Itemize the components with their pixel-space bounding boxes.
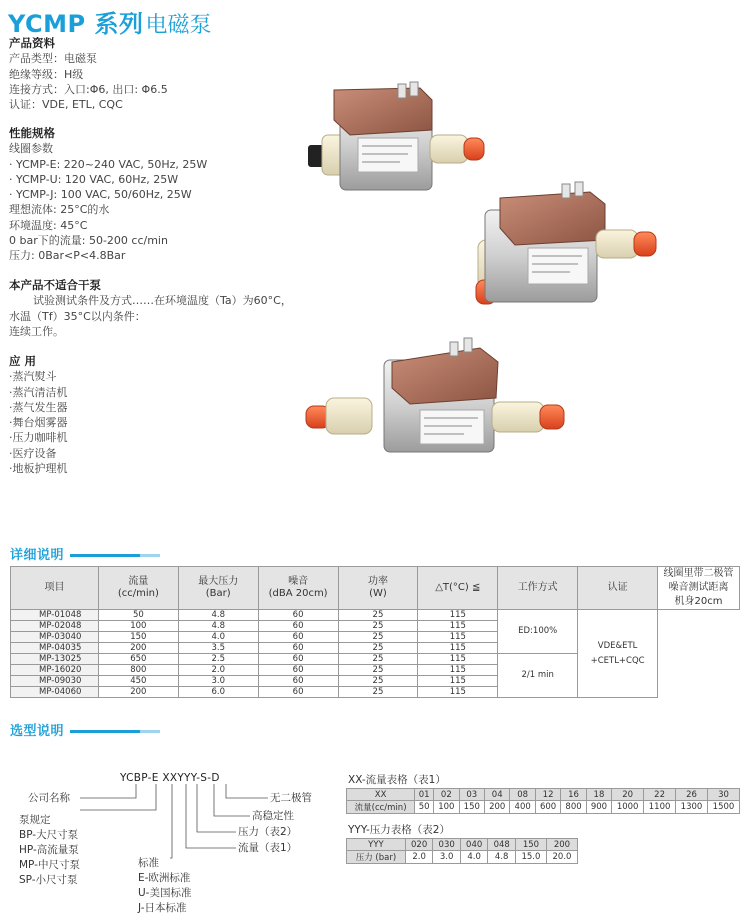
heading-divider bbox=[70, 554, 140, 557]
value-cell: 25 bbox=[338, 687, 418, 698]
value-cell: 200 bbox=[98, 687, 178, 698]
pump-photo-2 bbox=[476, 182, 656, 304]
flow-table bbox=[346, 788, 740, 814]
product-category: 电磁泵 bbox=[145, 13, 212, 38]
value-cell: 030 bbox=[433, 839, 461, 851]
product-info-line: 连接方式：入口:Φ6, 出口: Φ6.5 bbox=[9, 82, 168, 96]
application-list bbox=[9, 354, 68, 476]
value-cell: 115 bbox=[418, 665, 498, 676]
product-info-heading: 产品资料 bbox=[9, 36, 55, 50]
value-cell: 25 bbox=[338, 643, 418, 654]
value-cell: 1300 bbox=[676, 801, 708, 814]
value-cell: 60 bbox=[258, 665, 338, 676]
value-cell: 60 bbox=[258, 687, 338, 698]
col-header-work-mode: 工作方式 bbox=[498, 567, 578, 610]
pressure-table bbox=[346, 838, 578, 864]
cert-cell: VDE&ETL +CETL+CQC bbox=[578, 610, 658, 698]
row-label-cell: YYY bbox=[347, 839, 406, 851]
value-cell: 2.0 bbox=[178, 665, 258, 676]
value-cell: 60 bbox=[258, 621, 338, 632]
application-item: ·舞台烟雾器 bbox=[9, 416, 68, 430]
value-cell: 200 bbox=[546, 839, 577, 851]
flow-table-title: XX-流量表格（表1） bbox=[348, 774, 446, 786]
work-mode-cell: 2/1 min bbox=[498, 654, 578, 698]
selection-heading-text: 选型说明 bbox=[10, 724, 65, 739]
standard-item: E-欧洲标准 bbox=[138, 872, 191, 884]
value-cell: 08 bbox=[510, 789, 535, 801]
standard-label: 标准 bbox=[138, 857, 159, 869]
value-cell: 25 bbox=[338, 610, 418, 621]
value-cell: 4.8 bbox=[488, 851, 516, 864]
type-item: SP-小尺寸泵 bbox=[19, 874, 78, 886]
value-cell: 115 bbox=[418, 610, 498, 621]
value-cell: 16 bbox=[561, 789, 586, 801]
value-cell: 150 bbox=[98, 632, 178, 643]
col-header-cert: 认证 bbox=[578, 567, 658, 610]
application-item: ·地板护理机 bbox=[9, 462, 68, 476]
value-cell: 100 bbox=[434, 801, 459, 814]
model-cell: MP-03040 bbox=[11, 632, 99, 643]
performance-line: 0 bar下的流量: 50-200 cc/min bbox=[9, 234, 168, 248]
type-item: MP-中尺寸泵 bbox=[19, 859, 80, 871]
value-cell: 450 bbox=[98, 676, 178, 687]
value-cell: 20 bbox=[612, 789, 644, 801]
value-cell: 15.0 bbox=[515, 851, 546, 864]
table-row bbox=[347, 851, 578, 864]
pump-photos bbox=[300, 80, 720, 480]
page-title bbox=[8, 4, 212, 38]
performance-specs bbox=[9, 126, 207, 264]
value-cell: 900 bbox=[586, 801, 611, 814]
model-cell: MP-13025 bbox=[11, 654, 99, 665]
value-cell: 650 bbox=[98, 654, 178, 665]
pressure-label: 压力（表2） bbox=[238, 826, 298, 838]
series-name: YCMP 系列 bbox=[8, 10, 144, 38]
value-cell: 1000 bbox=[612, 801, 644, 814]
row-label-cell: 流量(cc/min) bbox=[347, 801, 415, 814]
value-cell: 20.0 bbox=[546, 851, 577, 864]
application-item: ·蒸汽熨斗 bbox=[9, 370, 57, 384]
value-cell: 100 bbox=[98, 621, 178, 632]
performance-line: 环境温度: 45°C bbox=[9, 218, 88, 232]
diode-note: 线圈里带二极管 噪音测试距离 机身20cm bbox=[658, 567, 740, 610]
value-cell: 048 bbox=[488, 839, 516, 851]
col-header-delta-t: △T(°C) ≦ bbox=[418, 567, 498, 610]
model-cell: MP-02048 bbox=[11, 621, 99, 632]
unsuitable-note bbox=[9, 278, 292, 339]
performance-line: 压力: 0Bar<P<4.8Bar bbox=[9, 249, 126, 263]
row-label-cell: XX bbox=[347, 789, 415, 801]
value-cell: 115 bbox=[418, 687, 498, 698]
pump-photo-3 bbox=[306, 338, 564, 452]
unsuitable-line: 试验测试条件及方式……在环境温度（Ta）为60°C， bbox=[33, 294, 292, 308]
value-cell: 1500 bbox=[707, 801, 739, 814]
table-row bbox=[11, 610, 740, 621]
value-cell: 25 bbox=[338, 621, 418, 632]
heading-divider bbox=[70, 730, 140, 733]
value-cell: 4.0 bbox=[178, 632, 258, 643]
model-cell: MP-09030 bbox=[11, 676, 99, 687]
type-item: BP-大尺寸泵 bbox=[19, 829, 79, 841]
value-cell: 60 bbox=[258, 610, 338, 621]
unsuitable-line: 水温（Tf）35°C以内条件： bbox=[9, 309, 146, 323]
value-cell: 26 bbox=[676, 789, 708, 801]
selection-section-heading bbox=[10, 720, 140, 739]
value-cell: 12 bbox=[535, 789, 560, 801]
pump-photo-1 bbox=[308, 82, 484, 190]
product-info-line: 绝缘等级：H级 bbox=[9, 67, 84, 81]
value-cell: 600 bbox=[535, 801, 560, 814]
value-cell: 4.0 bbox=[460, 851, 488, 864]
value-cell: 115 bbox=[418, 654, 498, 665]
value-cell: 25 bbox=[338, 632, 418, 643]
performance-line: · YCMP-E: 220~240 VAC, 50Hz, 25W bbox=[9, 157, 208, 171]
value-cell: 3.0 bbox=[433, 851, 461, 864]
model-cell: MP-04060 bbox=[11, 687, 99, 698]
value-cell: 040 bbox=[460, 839, 488, 851]
value-cell: 150 bbox=[459, 801, 484, 814]
performance-line: · YCMP-J: 100 VAC, 50/60Hz, 25W bbox=[9, 188, 192, 202]
work-mode-cell: ED:100% bbox=[498, 610, 578, 654]
product-info-line: 认证：VDE, ETL, CQC bbox=[9, 98, 123, 112]
value-cell: 150 bbox=[515, 839, 546, 851]
col-header-power: 功率 (W) bbox=[338, 567, 418, 610]
value-cell: 03 bbox=[459, 789, 484, 801]
value-cell: 200 bbox=[485, 801, 510, 814]
value-cell: 115 bbox=[418, 676, 498, 687]
product-info-line: 产品类型：电磁泵 bbox=[9, 52, 97, 66]
value-cell: 115 bbox=[418, 621, 498, 632]
application-item: ·蒸气发生器 bbox=[9, 400, 68, 414]
standard-item: J-日本标准 bbox=[138, 902, 187, 914]
value-cell: 60 bbox=[258, 654, 338, 665]
model-cell: MP-04035 bbox=[11, 643, 99, 654]
detail-section-heading bbox=[10, 544, 140, 563]
value-cell: 25 bbox=[338, 676, 418, 687]
value-cell: 4.8 bbox=[178, 621, 258, 632]
performance-heading: 性能规格 bbox=[9, 126, 55, 140]
value-cell: 60 bbox=[258, 632, 338, 643]
value-cell: 25 bbox=[338, 654, 418, 665]
unsuitable-line: 连续工作。 bbox=[9, 324, 64, 338]
row-label-cell: 压力 (bar) bbox=[347, 851, 406, 864]
col-header-flow: 流量 (cc/min) bbox=[98, 567, 178, 610]
high-stability-label: 高稳定性 bbox=[252, 810, 294, 822]
value-cell: 6.0 bbox=[178, 687, 258, 698]
value-cell: 2.5 bbox=[178, 654, 258, 665]
application-item: ·医疗设备 bbox=[9, 446, 57, 460]
model-cell: MP-01048 bbox=[11, 610, 99, 621]
detail-table bbox=[10, 566, 740, 698]
unsuitable-heading: 本产品不适合干泵 bbox=[9, 278, 101, 292]
table-row bbox=[347, 789, 740, 801]
value-cell: 01 bbox=[415, 789, 434, 801]
standard-item: U-美国标准 bbox=[138, 887, 192, 899]
value-cell: 2.0 bbox=[405, 851, 433, 864]
value-cell: 115 bbox=[418, 632, 498, 643]
value-cell: 60 bbox=[258, 676, 338, 687]
value-cell: 400 bbox=[510, 801, 535, 814]
table-row bbox=[347, 801, 740, 814]
application-heading: 应 用 bbox=[9, 354, 37, 368]
value-cell: 115 bbox=[418, 643, 498, 654]
flow-label: 流量（表1） bbox=[238, 842, 298, 854]
selection-diagram bbox=[0, 740, 750, 922]
application-item: ·压力咖啡机 bbox=[9, 431, 68, 445]
value-cell: 800 bbox=[561, 801, 586, 814]
performance-line: · YCMP-U: 120 VAC, 60Hz, 25W bbox=[9, 172, 179, 186]
no-diode-label: 无二极管 bbox=[270, 792, 312, 804]
model-cell: MP-16020 bbox=[11, 665, 99, 676]
model-code: YCBP-E XXYYY-S-D bbox=[120, 772, 220, 784]
value-cell: 50 bbox=[415, 801, 434, 814]
value-cell: 3.5 bbox=[178, 643, 258, 654]
value-cell: 200 bbox=[98, 643, 178, 654]
performance-line: 理想流体: 25°C的水 bbox=[9, 203, 110, 217]
value-cell: 800 bbox=[98, 665, 178, 676]
value-cell: 30 bbox=[707, 789, 739, 801]
pressure-table-title: YYY-压力表格（表2） bbox=[348, 824, 450, 836]
col-header-noise: 噪音 (dBA 20cm) bbox=[258, 567, 338, 610]
value-cell: 020 bbox=[405, 839, 433, 851]
product-info bbox=[9, 36, 168, 112]
value-cell: 60 bbox=[258, 643, 338, 654]
detail-table-body bbox=[11, 610, 740, 698]
value-cell: 4.8 bbox=[178, 610, 258, 621]
value-cell: 1100 bbox=[644, 801, 676, 814]
value-cell: 04 bbox=[485, 789, 510, 801]
type-label: 泵规定 bbox=[19, 814, 51, 826]
value-cell: 3.0 bbox=[178, 676, 258, 687]
value-cell: 22 bbox=[644, 789, 676, 801]
table-row bbox=[347, 839, 578, 851]
value-cell: 50 bbox=[98, 610, 178, 621]
value-cell: 18 bbox=[586, 789, 611, 801]
performance-line: 线圈参数 bbox=[9, 142, 53, 156]
col-header-item: 项目 bbox=[11, 567, 99, 610]
type-item: HP-高流量泵 bbox=[19, 844, 79, 856]
value-cell: 25 bbox=[338, 665, 418, 676]
application-item: ·蒸汽清洁机 bbox=[9, 385, 68, 399]
col-header-pressure: 最大压力 (Bar) bbox=[178, 567, 258, 610]
detail-heading-text: 详细说明 bbox=[10, 548, 65, 563]
value-cell: 02 bbox=[434, 789, 459, 801]
company-label: 公司名称 bbox=[28, 792, 70, 804]
